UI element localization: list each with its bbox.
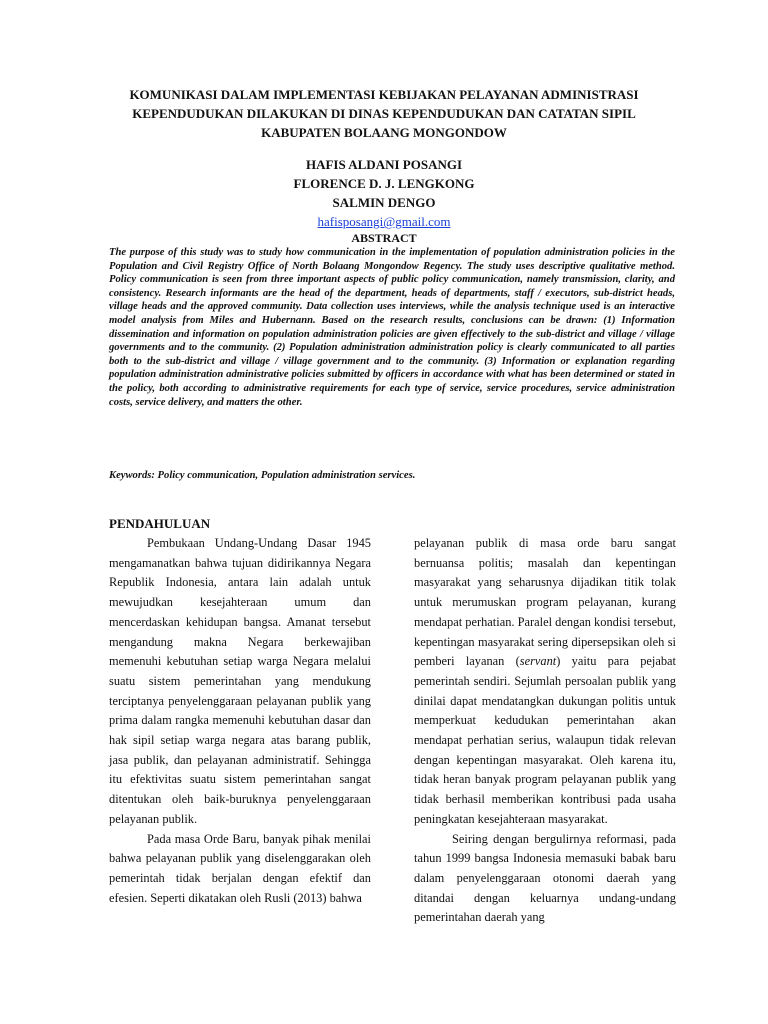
body-paragraph: Pembukaan Undang-Undang Dasar 1945 mengamanatkan bahwa tujuan didirikannya Negara Republik Indonesia, antara lain adalah untuk mewujudkan kesejahteraan umum dan mencerdaskan kehidupan bangsa. Amanat tersebut mengandung makna Negara berkewajiban memenuhi kebutuhan setiap warga Negara melalui suatu sistem pemerintahan yang mendukung terciptanya penyelenggaraan pelayanan publik yang prima dalam rangka memenuhi kebutuhan dasar dan hak sipil setiap warga negara atas barang publik, jasa publik, dan pelayanan administratif. Sehingga itu efektivitas suatu sistem pemerintahan sangat ditentukan oleh baik-buruknya penyelenggaraan pelayanan publik. — [109, 536, 371, 826]
author-name: HAFIS ALDANI POSANGI — [305, 157, 463, 172]
author-name: FLORENCE D. J. LENGKONG — [293, 176, 475, 191]
paragraph-text: pelayanan publik di masa orde baru sangat bernuansa politis; masalah dan kepentingan masyarakat yang seharusnya dijadikan titik tolak untuk merumuskan program pelayanan, kurang mendapat perhatian. Paralel dengan kondisi tersebut, kepentingan masyarakat sering dipersepsikan oleh si pemberi layanan ( — [414, 536, 676, 669]
keywords-line: Keywords: Policy communication, Population administration services. — [109, 470, 416, 481]
paragraph-text: ) yaitu para pejabat pemerintah sendiri. Sejumlah persoalan publik yang dinilai dapat mendatangkan dukungan politis untuk memperkuat kedudukan pemerintahan akan mendapat perhatian serius, walaupun tidak relevan dengan kepentingan masyarakat. Oleh karena itu, tidak heran banyak program pelayanan publik yang tidak berhasil memberikan kontribusi pada usaha peningkatan kesejahteraan masyarakat. — [414, 654, 676, 826]
paper-title — [100, 85, 668, 142]
title-line-2: KEPENDUDUKAN DILAKUKAN DI DINAS KEPENDUDUKAN DAN CATATAN SIPIL — [132, 106, 636, 121]
body-paragraph: Seiring dengan bergulirnya reformasi, pada tahun 1999 bangsa Indonesia memasuki babak baru dalam penyelenggaraan otonomi daerah yang ditandai dengan keluarnya undang-undang pemerintahan daerah yang — [414, 831, 676, 925]
italic-term: servant — [519, 654, 557, 669]
abstract-heading: ABSTRACT — [351, 231, 417, 245]
abstract-body: The purpose of this study was to study how communication in the implementation of population administration policies in the Population and Civil Registry Office of North Bolaang Mongondow Regency. The study uses descriptive qualitative method. Policy communication is seen from three important aspects of public policy communication, namely transmission, clarity, and consistency. Research informants are the head of the department, heads of departments, staff / executors, sub-district heads, village heads and the approved community. Data collection uses interviews, while the analysis technique used is an interactive model analysis from Miles and Hubernann. Based on the research results, conclusions can be drawn: (1) Information dissemination and information on population administration policies are given effectively to the sub-district and village / village governments and to the community. (2) Population administration administration policy is clearly communicated to all parties both to the sub-district and village / village government and to the community. (3) Information or explanation regarding population administration administrative policies submitted by officers in accordance with what has been determined or stated in the policy, both according to administrative requirements for each type of service, service procedures, service administration costs, service delivery, and matters the other. — [109, 247, 675, 408]
body-column-right — [414, 534, 676, 928]
author-list — [100, 155, 668, 212]
author-name: SALMIN DENGO — [332, 195, 436, 210]
author-email-link[interactable]: hafisposangi@gmail.com — [317, 214, 451, 229]
body-paragraph: Pada masa Orde Baru, banyak pihak menilai bahwa pelayanan publik yang diselenggarakan oleh pemerintah tidak berjalan dengan efektif dan efesien. Seperti dikatakan oleh Rusli (2013) bahwa — [109, 831, 371, 905]
section-heading: PENDAHULUAN — [109, 516, 211, 531]
body-paragraph — [414, 534, 676, 830]
title-line-1: KOMUNIKASI DALAM IMPLEMENTASI KEBIJAKAN PELAYANAN ADMINISTRASI — [129, 87, 639, 102]
body-column-left — [109, 513, 371, 908]
title-line-3: KABUPATEN BOLAANG MONGONDOW — [261, 125, 507, 140]
